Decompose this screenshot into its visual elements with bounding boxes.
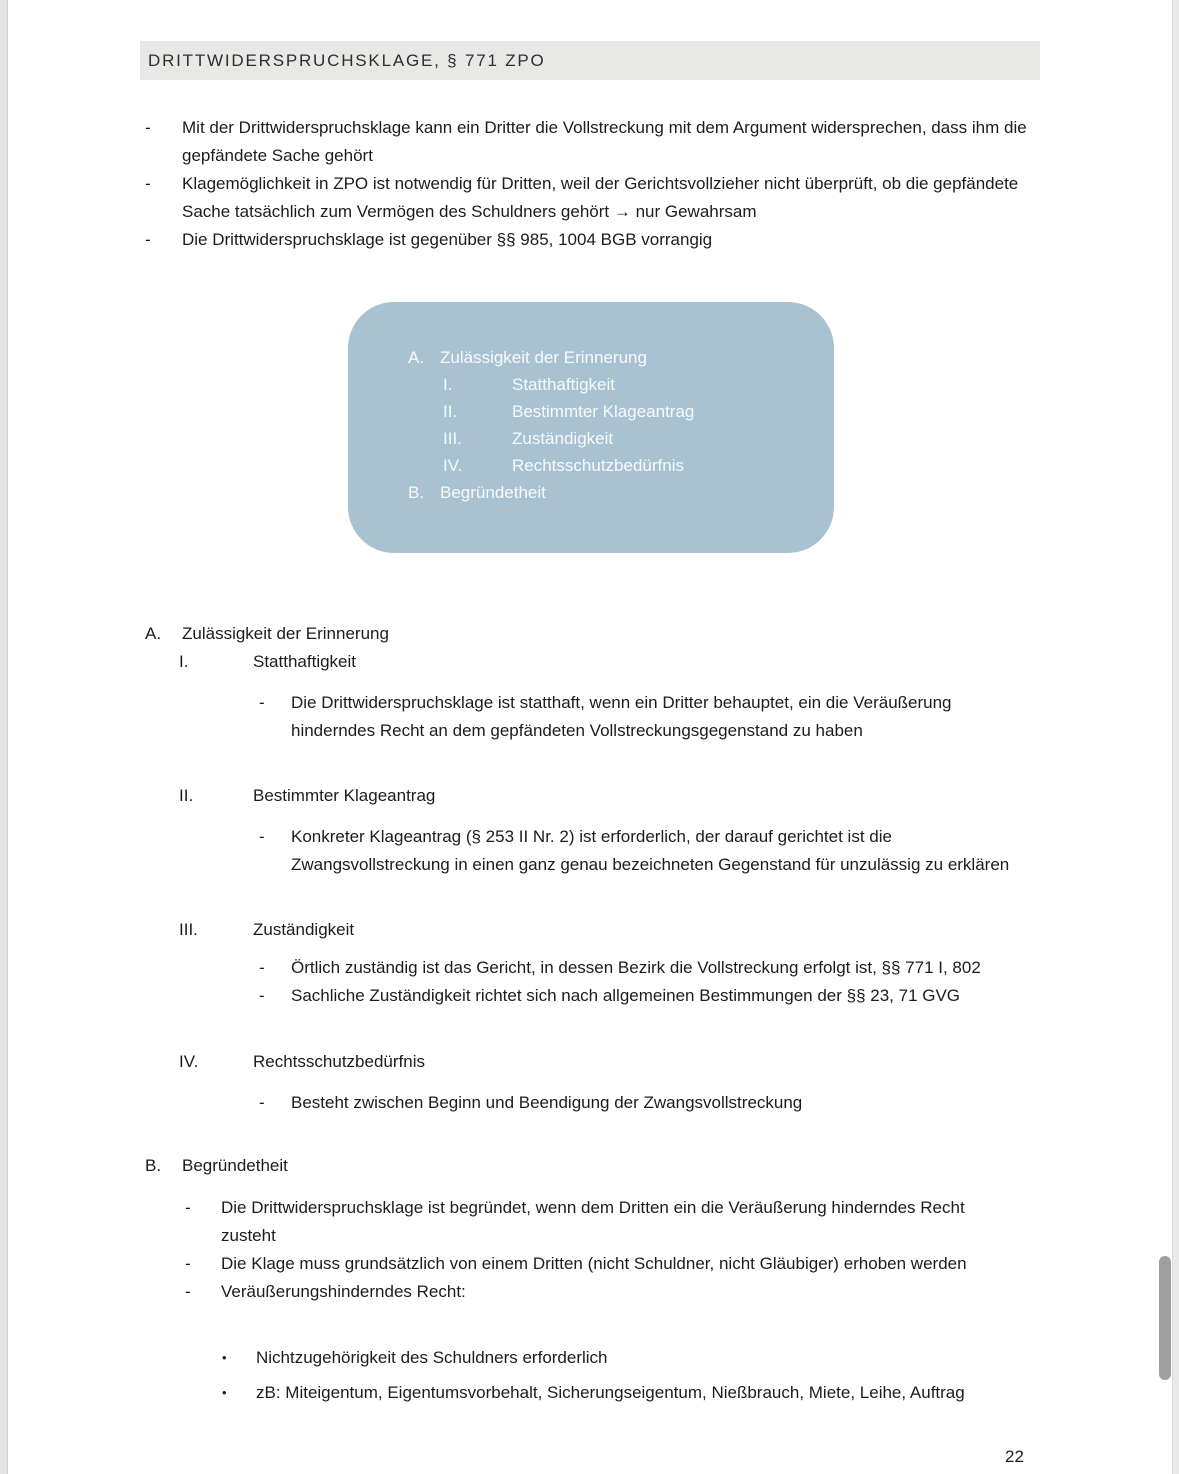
callout-row [443,371,834,398]
dash-bullet: - [185,1198,191,1217]
outline-label: Zulässigkeit der Erinnerung [440,348,647,367]
list-item-text: Klagemöglichkeit in ZPO ist notwendig für Dritten, weil der Gerichtsvollzieher nicht überprüft, ob die gepfändete Sache tatsächlich zum Vermögen des Schuldners gehört → nur Gewahrsam [182,174,1019,221]
outline-label: Begründetheit [440,483,546,502]
section-b [145,1152,1040,1180]
subsection-heading: Statthaftigkeit [253,652,357,671]
page-number: 22 [1005,1447,1024,1466]
section-a [145,620,1040,648]
subsection-marker: II. [179,786,194,805]
dash-bullet: - [259,693,265,712]
outline-label: Zuständigkeit [512,429,614,448]
section-marker: B. [145,1156,162,1175]
subsection-iii [145,916,1040,944]
list-item-text: Sachliche Zuständigkeit richtet sich nach allgemeinen Bestimmungen der §§ 23, 71 GVG [291,986,961,1005]
dash-bullet: - [145,118,151,137]
section-title-bar [140,41,1040,80]
list-item [259,1089,1040,1117]
list-item-text: zB: Miteigentum, Eigentumsvorbehalt, Sicherungseigentum, Nießbrauch, Miete, Leihe, Auftrag [256,1383,965,1402]
list-item-text: Veräußerungshinderndes Recht: [221,1282,466,1301]
callout-row [443,425,834,452]
round-bullet: • [222,1385,227,1400]
list-item-text: Mit der Drittwiderspruchsklage kann ein Dritter die Vollstreckung mit dem Argument widersprechen, dass ihm die gepfändete Sache gehört [182,118,1027,165]
subsection-heading: Rechtsschutzbedürfnis [253,1052,425,1071]
outline-marker: I. [443,375,453,394]
scrollbar-thumb[interactable] [1159,1256,1171,1380]
callout-row [443,452,834,479]
callout-row [408,479,834,506]
list-item [145,114,1040,170]
dash-bullet: - [259,986,265,1005]
callout-row [408,344,834,371]
list-item-text: Die Klage muss grundsätzlich von einem Dritten (nicht Schuldner, nicht Gläubiger) erhoben werden [221,1254,967,1273]
list-item [185,1278,1040,1306]
dash-bullet: - [145,230,151,249]
list-item [259,689,1040,745]
list-item [259,954,1040,982]
page-edge-left [0,0,8,1474]
list-item [145,226,1040,254]
list-item [222,1379,1040,1407]
list-item-text: Die Drittwiderspruchsklage ist gegenüber §§ 985, 1004 BGB vorrangig [182,230,713,249]
outline-marker: III. [443,429,462,448]
subsection-marker: IV. [179,1052,199,1071]
subsection-iii-bullets [145,954,1040,1010]
subsection-iv [145,1048,1040,1076]
subsection-i [145,648,1040,676]
scrollbar-track[interactable] [1172,0,1179,1474]
section-heading: Zulässigkeit der Erinnerung [182,624,389,643]
section-marker: A. [145,624,162,643]
list-item-text: Die Drittwiderspruchsklage ist begründet, wenn dem Dritten ein die Veräußerung hinderndes Recht zusteht [221,1198,965,1245]
section-title: DRITTWIDERSPRUCHSKLAGE, § 771 ZPO [148,50,546,70]
list-item-text: Konkreter Klageantrag (§ 253 II Nr. 2) ist erforderlich, der darauf gerichtet ist die Zwangsvollstreckung in einen ganz genau bezeichneten Gegenstand für unzulässig zu erklären [291,827,1010,874]
section-b-bullets [145,1194,1040,1306]
outline-marker: B. [408,483,425,502]
list-item-text: Nichtzugehörigkeit des Schuldners erforderlich [256,1348,608,1367]
list-item [259,982,1040,1010]
subsection-marker: I. [179,652,189,671]
outline-marker: IV. [443,456,463,475]
list-item [222,1344,1040,1372]
list-item [259,823,1040,879]
outline-label: Bestimmter Klageantrag [512,402,695,421]
dash-bullet: - [145,174,151,193]
dash-bullet: - [185,1254,191,1273]
subsection-ii [145,782,1040,810]
round-bullet: • [222,1350,227,1365]
list-item-text: Die Drittwiderspruchsklage ist statthaft, wenn ein Dritter behauptet, ein die Veräußerung hinderndes Recht an dem gepfändeten Vollstreckungsgegenstand zu haben [291,693,952,740]
subsection-i-bullets [145,689,1040,745]
list-item [185,1194,1040,1250]
dash-bullet: - [259,958,265,977]
section-heading: Begründetheit [182,1156,288,1175]
intro-bullet-list [145,114,1040,254]
subsection-heading: Bestimmter Klageantrag [253,786,436,805]
dash-bullet: - [185,1282,191,1301]
outline-callout-box [348,302,834,553]
dash-bullet: - [259,827,265,846]
callout-row [443,398,834,425]
list-item [145,170,1040,226]
list-item-text: Besteht zwischen Beginn und Beendigung der Zwangsvollstreckung [291,1093,803,1112]
subsection-marker: III. [179,920,198,939]
outline-marker: II. [443,402,458,421]
dash-bullet: - [259,1093,265,1112]
list-item [185,1250,1040,1278]
subsection-iv-bullets [145,1089,1040,1117]
subsection-ii-bullets [145,823,1040,879]
outline-marker: A. [408,348,425,367]
subsection-heading: Zuständigkeit [253,920,355,939]
list-item-text: Örtlich zuständig ist das Gericht, in dessen Bezirk die Vollstreckung erfolgt ist, §§ 771 I, 802 [291,958,981,977]
outline-label: Rechtsschutzbedürfnis [512,456,684,475]
section-b-round-bullets [145,1344,1040,1407]
outline-label: Statthaftigkeit [512,375,616,394]
